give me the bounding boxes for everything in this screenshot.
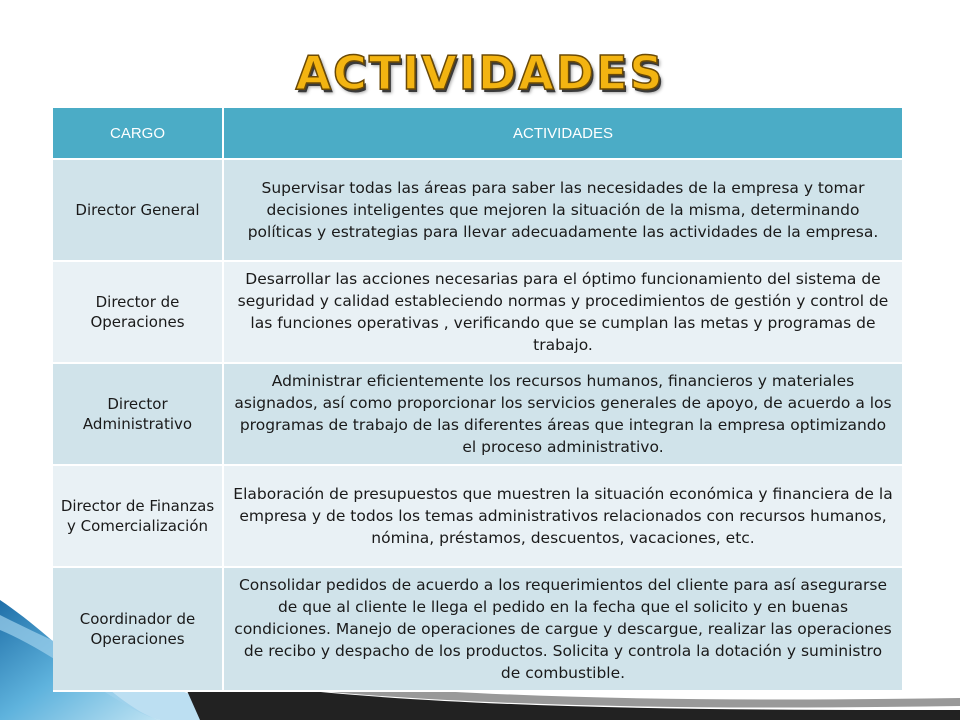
table-row [53, 465, 903, 567]
table-row [53, 567, 903, 691]
cargo-cell: Director de Finanzas y Comercialización [53, 465, 223, 567]
actividades-cell: Desarrollar las acciones necesarias para el óptimo funcionamiento del sistema de seguridad y calidad estableciendo normas y procedimientos de gestión y control de las funciones operativas , verificando que se cumplan las metas y programas de trabajo. [223, 261, 903, 363]
cargo-cell: Director Administrativo [53, 363, 223, 465]
cargo-cell: Director de Operaciones [53, 261, 223, 363]
activities-table [53, 108, 904, 692]
actividades-cell: Supervisar todas las áreas para saber las necesidades de la empresa y tomar decisiones inteligentes que mejoren la situación de la misma, determinando políticas y estrategias para llevar adecuadamente las actividades de la empresa. [223, 159, 903, 261]
actividades-cell: Elaboración de presupuestos que muestren la situación económica y financiera de la empresa y de todos los temas administrativos relacionados con recursos humanos, nómina, préstamos, descuentos, vacaciones, etc. [223, 465, 903, 567]
table-header-row [53, 108, 903, 159]
actividades-cell: Consolidar pedidos de acuerdo a los requerimientos del cliente para así asegurarse de que al cliente le llega el pedido en la fecha que el solicito y en buenas condiciones. Manejo de operaciones de cargue y descargue, realizar las operaciones de recibo y despacho de los productos. Solicita y controla la dotación y suministro de combustible. [223, 567, 903, 691]
cargo-cell: Coordinador de Operaciones [53, 567, 223, 691]
actividades-cell: Administrar eficientemente los recursos humanos, financieros y materiales asignados, así como proporcionar los servicios generales de apoyo, de acuerdo a los programas de trabajo de las diferentes áreas que integran la empresa optimizando el proceso administrativo. [223, 363, 903, 465]
header-actividades: ACTIVIDADES [223, 108, 903, 159]
cargo-cell: Director General [53, 159, 223, 261]
slide-title: ACTIVIDADES [295, 46, 665, 100]
table-row [53, 261, 903, 363]
header-cargo: CARGO [53, 108, 223, 159]
table-row [53, 159, 903, 261]
table-row [53, 363, 903, 465]
